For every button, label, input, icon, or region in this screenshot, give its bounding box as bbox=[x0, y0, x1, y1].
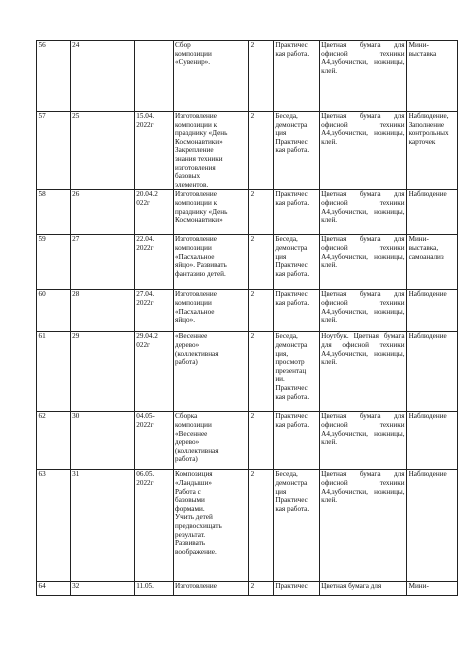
date-cell-text: 29.04.2 022г bbox=[136, 332, 158, 349]
row-number-cell bbox=[37, 412, 71, 470]
lesson-number-cell-text: 26 bbox=[72, 190, 80, 199]
date-cell-text: 22.04. 2022г bbox=[136, 235, 155, 252]
row-number-cell bbox=[37, 235, 71, 290]
date-cell-text: 27.04. 2022г bbox=[136, 290, 155, 307]
date-cell bbox=[134, 582, 173, 596]
theme-cell-text: Изготовление bbox=[175, 582, 217, 591]
lesson-number-cell bbox=[70, 112, 134, 190]
lesson-plan-table bbox=[36, 40, 458, 596]
form-cell bbox=[273, 190, 319, 235]
lesson-number-cell-text: 28 bbox=[72, 290, 80, 299]
form-cell bbox=[273, 112, 319, 190]
theme-cell-text: Изготовление композиции к празднику «День Космонавтики» bbox=[175, 190, 228, 225]
materials-cell bbox=[319, 332, 406, 412]
materials-cell-text: Цветная бумага для офисной техники А4,зубочистки, ножницы, клей. bbox=[321, 190, 405, 225]
materials-cell bbox=[319, 41, 406, 112]
control-cell-text: Наблюдение, Заполнение контрольных карточек bbox=[408, 112, 449, 146]
date-cell-text: 11.05. bbox=[136, 582, 154, 591]
form-cell-text: Беседа, демонстра ция Практичес кая работа. bbox=[275, 235, 310, 278]
row-number-cell bbox=[37, 190, 71, 235]
date-cell bbox=[134, 470, 173, 582]
hours-cell bbox=[249, 112, 274, 190]
materials-cell-text: Цветная бумага для офисной техники А4,зубочистки, ножницы, клей. bbox=[321, 112, 405, 146]
form-cell bbox=[273, 290, 319, 332]
theme-cell bbox=[173, 582, 249, 596]
theme-cell-text: Изготовление композиции «Пасхальное яйцо». bbox=[175, 290, 217, 325]
theme-cell bbox=[173, 470, 249, 582]
materials-cell-text: Цветная бумага для офисной техники А4,зубочистки, ножницы, клей. bbox=[321, 290, 405, 325]
lesson-number-cell-text: 29 bbox=[72, 332, 80, 341]
control-cell bbox=[407, 332, 458, 412]
row-number-cell-text: 60 bbox=[38, 290, 46, 299]
form-cell-text: Беседа, демонстра ция Практичес кая работа. bbox=[275, 470, 310, 513]
lesson-number-cell bbox=[70, 582, 134, 596]
theme-cell-text: Изготовление композиции «Пасхальное яйцо». Развивать фантазию детей. bbox=[175, 235, 227, 278]
form-cell bbox=[273, 41, 319, 112]
date-cell bbox=[134, 41, 173, 112]
materials-cell-text: Цветная бумага для офисной техники А4,зубочистки, ножницы, клей. bbox=[321, 41, 405, 75]
materials-cell-text: Цветная бумага для офисной техники А4,зубочистки, ножницы, клей. bbox=[321, 470, 405, 505]
date-cell-text: 20.04.2 022г bbox=[136, 190, 158, 207]
form-cell bbox=[273, 582, 319, 596]
date-cell bbox=[134, 190, 173, 235]
lesson-number-cell-text: 25 bbox=[72, 112, 80, 120]
hours-cell-text: 2 bbox=[250, 190, 255, 199]
control-cell-text: Наблюдение bbox=[408, 190, 447, 199]
hours-cell-text: 2 bbox=[250, 235, 255, 244]
control-cell-text: Наблюдение bbox=[408, 470, 447, 479]
date-cell-text: 04.05- 2022г bbox=[136, 412, 155, 429]
form-cell-text: Практичес bbox=[275, 582, 308, 591]
lesson-number-cell bbox=[70, 41, 134, 112]
materials-cell bbox=[319, 112, 406, 190]
materials-cell bbox=[319, 470, 406, 582]
materials-cell-text: Ноутбук. Цветная бумага для офисной техники А4,зубочистки, ножницы, клей. bbox=[321, 332, 405, 367]
form-cell bbox=[273, 470, 319, 582]
lesson-number-cell-text: 32 bbox=[72, 582, 80, 591]
materials-cell-text: Цветная бумага для bbox=[321, 582, 382, 591]
row-number-cell bbox=[37, 290, 71, 332]
materials-cell bbox=[319, 582, 406, 596]
theme-cell-text: Сборка композиции «Весеннее дерево» (коллективная работа) bbox=[175, 412, 219, 464]
row-number-cell-text: 61 bbox=[38, 332, 46, 341]
row-number-cell-text: 57 bbox=[38, 112, 46, 120]
lesson-number-cell bbox=[70, 235, 134, 290]
row-number-cell-text: 62 bbox=[38, 412, 46, 421]
materials-cell-text: Цветная бумага для офисной техники А4,зубочистки, ножницы, клей. bbox=[321, 235, 405, 270]
theme-cell bbox=[173, 332, 249, 412]
row-number-cell-text: 56 bbox=[38, 41, 46, 49]
theme-cell bbox=[173, 41, 249, 112]
table-body bbox=[37, 41, 458, 596]
row-number-cell-text: 58 bbox=[38, 190, 46, 199]
form-cell-text: Беседа, демонстра ция Практичес кая работа. bbox=[275, 112, 310, 155]
row-number-cell bbox=[37, 332, 71, 412]
theme-cell-text: Композиция «Ландыши» Работа с базовыми формами. Учить детей предвосхищать результат. Развивать воображение. bbox=[175, 470, 222, 556]
lesson-number-cell bbox=[70, 190, 134, 235]
form-cell-text: Практичес кая работа. bbox=[275, 41, 310, 58]
table-row bbox=[37, 112, 458, 190]
table-row bbox=[37, 470, 458, 582]
date-cell bbox=[134, 290, 173, 332]
theme-cell bbox=[173, 290, 249, 332]
table-row bbox=[37, 41, 458, 112]
control-cell bbox=[407, 470, 458, 582]
row-number-cell-text: 64 bbox=[38, 582, 46, 591]
control-cell bbox=[407, 412, 458, 470]
hours-cell bbox=[249, 470, 274, 582]
control-cell-text: Наблюдение bbox=[408, 332, 447, 341]
control-cell bbox=[407, 582, 458, 596]
materials-cell bbox=[319, 190, 406, 235]
hours-cell bbox=[249, 582, 274, 596]
hours-cell bbox=[249, 290, 274, 332]
form-cell-text: Беседа, демонстра ция, просмотр презентац ии. Практичес кая работа. bbox=[275, 332, 310, 401]
lesson-number-cell bbox=[70, 290, 134, 332]
row-number-cell bbox=[37, 112, 71, 190]
date-cell-text: 06.05. 2022г bbox=[136, 470, 155, 487]
row-number-cell bbox=[37, 582, 71, 596]
control-cell-text: Наблюдение bbox=[408, 412, 447, 421]
table-row bbox=[37, 332, 458, 412]
hours-cell bbox=[249, 332, 274, 412]
lesson-number-cell-text: 27 bbox=[72, 235, 80, 244]
form-cell bbox=[273, 235, 319, 290]
hours-cell-text: 2 bbox=[250, 41, 255, 49]
form-cell bbox=[273, 412, 319, 470]
table-row bbox=[37, 190, 458, 235]
lesson-number-cell-text: 30 bbox=[72, 412, 80, 421]
hours-cell-text: 2 bbox=[250, 582, 255, 591]
lesson-number-cell-text: 24 bbox=[72, 41, 80, 49]
hours-cell-text: 2 bbox=[250, 470, 255, 479]
control-cell-text: Мини- bbox=[408, 582, 429, 591]
control-cell-text: Мини- выставка bbox=[408, 41, 437, 58]
form-cell-text: Практичес кая работа. bbox=[275, 290, 310, 307]
form-cell-text: Практичес кая работа. bbox=[275, 412, 310, 429]
materials-cell bbox=[319, 235, 406, 290]
hours-cell bbox=[249, 190, 274, 235]
hours-cell-text: 2 bbox=[250, 112, 255, 120]
lesson-number-cell bbox=[70, 332, 134, 412]
control-cell bbox=[407, 235, 458, 290]
row-number-cell-text: 59 bbox=[38, 235, 46, 244]
date-cell-text: 15.04. 2022г bbox=[136, 112, 155, 129]
date-cell bbox=[134, 112, 173, 190]
materials-cell-text: Цветная бумага для офисной техники А4,зубочистки, ножницы, клей. bbox=[321, 412, 405, 447]
date-cell bbox=[134, 412, 173, 470]
hours-cell-text: 2 bbox=[250, 290, 255, 299]
theme-cell bbox=[173, 412, 249, 470]
theme-cell-text: Изготовление композиции к празднику «День Космонавтики» Закрепление знания техники изготовления базовых элементов. bbox=[175, 112, 228, 189]
control-cell-text: Наблюдение bbox=[408, 290, 447, 299]
table-row bbox=[37, 412, 458, 470]
control-cell bbox=[407, 41, 458, 112]
hours-cell bbox=[249, 235, 274, 290]
theme-cell-text: «Весеннее дерево» (коллективная работа) bbox=[175, 332, 219, 367]
theme-cell-text: Сбор композиции «Сувенир». bbox=[175, 41, 212, 67]
theme-cell bbox=[173, 112, 249, 190]
theme-cell bbox=[173, 190, 249, 235]
theme-cell bbox=[173, 235, 249, 290]
lesson-number-cell bbox=[70, 470, 134, 582]
hours-cell-text: 2 bbox=[250, 332, 255, 341]
materials-cell bbox=[319, 290, 406, 332]
table-row bbox=[37, 582, 458, 596]
hours-cell bbox=[249, 412, 274, 470]
hours-cell bbox=[249, 41, 274, 112]
lesson-number-cell bbox=[70, 412, 134, 470]
hours-cell-text: 2 bbox=[250, 412, 255, 421]
row-number-cell bbox=[37, 470, 71, 582]
form-cell-text: Практичес кая работа. bbox=[275, 190, 310, 207]
materials-cell bbox=[319, 412, 406, 470]
row-number-cell bbox=[37, 41, 71, 112]
control-cell bbox=[407, 112, 458, 190]
date-cell bbox=[134, 235, 173, 290]
table-row bbox=[37, 290, 458, 332]
date-cell bbox=[134, 332, 173, 412]
table-row bbox=[37, 235, 458, 290]
lesson-number-cell-text: 31 bbox=[72, 470, 80, 479]
row-number-cell-text: 63 bbox=[38, 470, 46, 479]
form-cell bbox=[273, 332, 319, 412]
control-cell bbox=[407, 190, 458, 235]
control-cell-text: Мини- выставка, самоанализ bbox=[408, 235, 444, 261]
control-cell bbox=[407, 290, 458, 332]
